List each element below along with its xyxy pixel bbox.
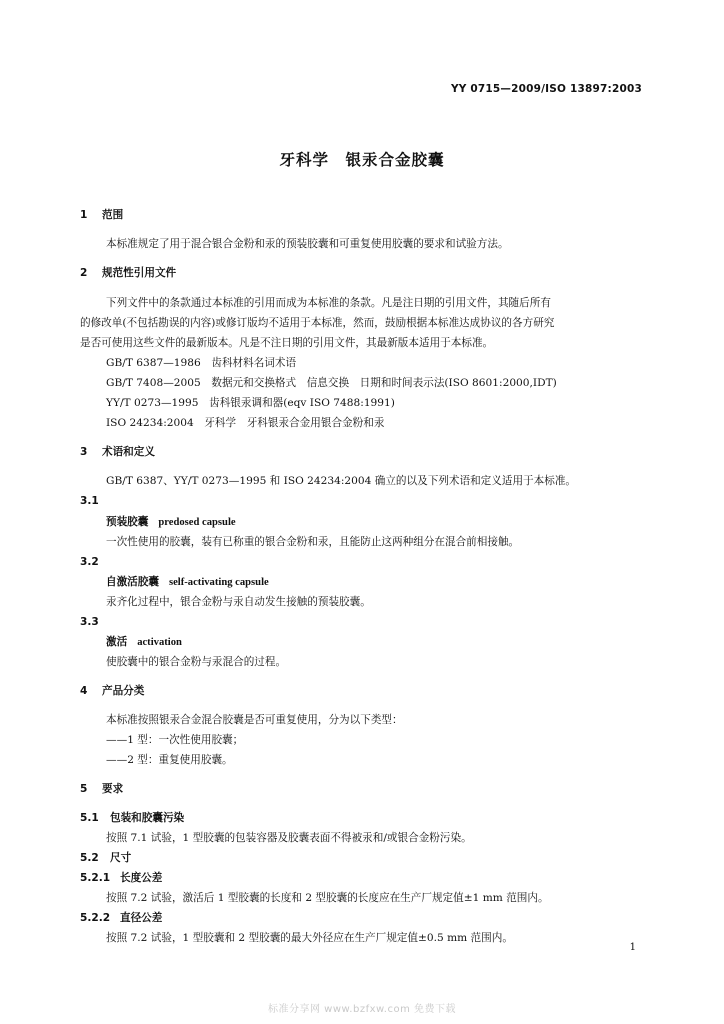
section-number: 5.1 [80,812,99,824]
section-title: 产品分类 [102,685,145,697]
subsection-5-2-heading [80,851,131,865]
subsection-5-2-1-heading [80,871,162,885]
paragraph: GB/T 6387、YY/T 0273—1995 和 ISO 24234:2004 确立的以及下列术语和定义适用于本标准。 [106,475,577,487]
subsection-5-1-heading [80,811,184,825]
section-number: 1 [80,209,88,221]
document-title: 牙科学 银汞合金胶囊 [279,151,445,169]
term-chinese: 预装胶囊 [106,516,149,528]
section-1-heading [80,208,123,222]
section-title: 规范性引用文件 [102,267,177,279]
section-number: 4 [80,685,88,697]
term-entry [106,515,236,530]
section-title: 要求 [102,783,124,795]
paragraph: 按照 7.1 试验，1 型胶囊的包装容器及胶囊表面不得被汞和/或银合金粉污染。 [106,832,472,844]
term-definition: 一次性使用的胶囊，装有已称重的银合金粉和汞，且能防止这两种组分在混合前相接触。 [106,536,520,548]
page-number: 1 [629,942,636,953]
paragraph: 的修改单(不包括勘误的内容)或修订版均不适用于本标准，然而，鼓励根据本标准达成协议的各方研究 [80,317,555,329]
section-title: 尺寸 [110,852,132,864]
reference-item: GB/T 7408—2005 数据元和交换格式 信息交换 日期和时间表示法(ISO 8601:2000,IDT) [106,377,557,389]
paragraph: 下列文件中的条款通过本标准的引用而成为本标准的条款。凡是注日期的引用文件，其随后所有 [106,297,551,309]
term-entry [106,575,269,590]
term-entry [106,635,182,650]
section-2-heading [80,266,176,280]
paragraph: 本标准规定了用于混合银合金粉和汞的预装胶囊和可重复使用胶囊的要求和试验方法。 [106,238,509,250]
section-5-heading [80,782,123,796]
paragraph: 本标准按照银汞合金混合胶囊是否可重复使用，分为以下类型： [106,714,403,726]
term-chinese: 激活 [106,636,128,648]
list-item: ——2 型：重复使用胶囊。 [106,754,233,766]
section-number: 5.2 [80,852,99,864]
subsection-5-2-2-heading [80,911,162,925]
term-english: self-activating capsule [168,577,269,588]
section-title: 长度公差 [120,872,163,884]
term-definition: 汞齐化过程中，银合金粉与汞自动发生接触的预装胶囊。 [106,596,371,608]
section-title: 直径公差 [120,912,163,924]
term-number: 3.3 [80,616,99,628]
term-chinese: 自激活胶囊 [106,576,159,588]
term-english: predosed capsule [158,517,236,528]
section-number: 3 [80,446,88,458]
reference-item: ISO 24234:2004 牙科学 牙科银汞合金用银合金粉和汞 [106,417,385,429]
reference-item: YY/T 0273—1995 齿科银汞调和器(eqv ISO 7488:1991) [106,397,395,409]
section-number: 5 [80,783,88,795]
section-title: 术语和定义 [102,446,155,458]
watermark-footer: 标准分享网 www.bzfxw.com 免费下载 [268,1004,456,1015]
reference-item: GB/T 6387—1986 齿科材料名词术语 [106,357,297,369]
section-3-heading [80,445,155,459]
paragraph: 是否可使用这些文件的最新版本。凡是不注日期的引用文件，其最新版本适用于本标准。 [80,337,494,349]
list-item: ——1 型：一次性使用胶囊； [106,734,244,746]
section-number: 5.2.2 [80,912,111,924]
section-title: 范围 [102,209,124,221]
paragraph: 按照 7.2 试验，1 型胶囊和 2 型胶囊的最大外径应在生产厂规定值±0.5 mm 范围内。 [106,932,513,944]
section-4-heading [80,684,144,698]
paragraph: 按照 7.2 试验，激活后 1 型胶囊的长度和 2 型胶囊的长度应在生产厂规定值±1 mm 范围内。 [106,892,549,904]
term-english: activation [137,637,182,648]
term-number: 3.1 [80,495,99,507]
term-number: 3.2 [80,556,99,568]
section-title: 包装和胶囊污染 [110,812,185,824]
section-number: 2 [80,267,88,279]
section-number: 5.2.1 [80,872,111,884]
standard-number: YY 0715—2009/ISO 13897:2003 [450,83,642,95]
term-definition: 使胶囊中的银合金粉与汞混合的过程。 [106,656,287,668]
